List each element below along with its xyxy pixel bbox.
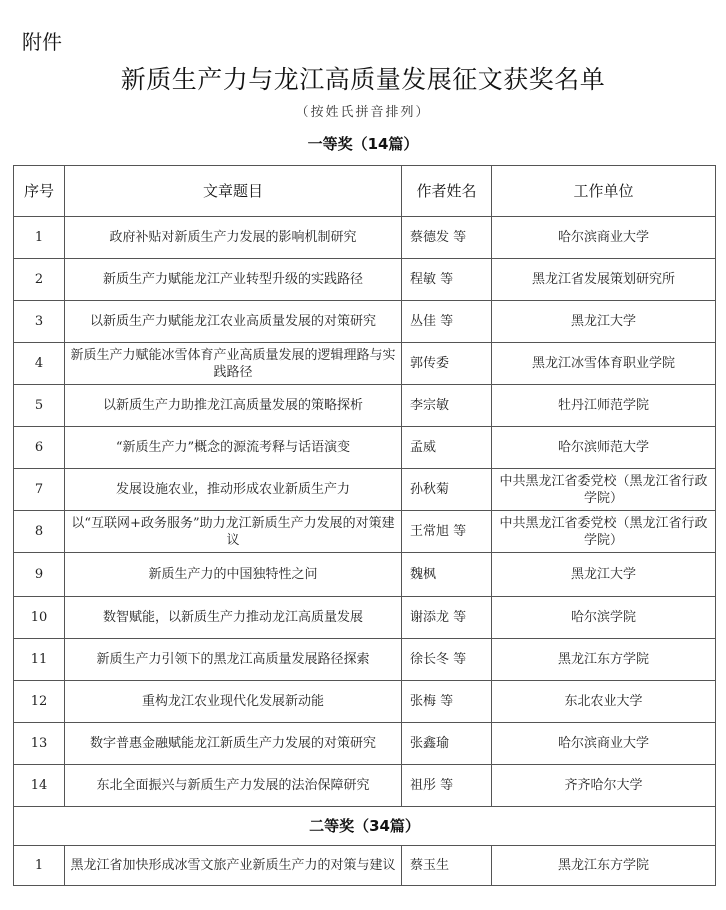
row-title: 黑龙江省加快形成冰雪文旅产业新质生产力的对策与建议 [65, 846, 402, 886]
table-row [14, 511, 716, 553]
row-author: 张梅 等 [402, 681, 492, 723]
row-unit: 黑龙江东方学院 [492, 846, 716, 886]
table-row [14, 639, 716, 681]
row-number: 2 [14, 259, 65, 301]
header-author: 作者姓名 [402, 166, 492, 217]
row-author: 徐长冬 等 [402, 639, 492, 681]
row-unit: 黑龙江大学 [492, 553, 716, 597]
row-unit: 齐齐哈尔大学 [492, 765, 716, 807]
header-title: 文章题目 [65, 166, 402, 217]
table-row [14, 846, 716, 886]
row-number: 1 [14, 217, 65, 259]
table-row [14, 681, 716, 723]
row-author: 李宗敏 [402, 385, 492, 427]
row-author: 祖彤 等 [402, 765, 492, 807]
row-title: 以新质生产力助推龙江高质量发展的策略探析 [65, 385, 402, 427]
row-author: 蔡德发 等 [402, 217, 492, 259]
table-row [14, 723, 716, 765]
row-unit: 哈尔滨师范大学 [492, 427, 716, 469]
row-unit: 黑龙江大学 [492, 301, 716, 343]
row-title: 重构龙江农业现代化发展新动能 [65, 681, 402, 723]
row-author: 孟威 [402, 427, 492, 469]
row-unit: 牡丹江师范学院 [492, 385, 716, 427]
table-row [14, 553, 716, 597]
row-author: 蔡玉生 [402, 846, 492, 886]
row-author: 丛佳 等 [402, 301, 492, 343]
table-header-row [14, 166, 716, 217]
row-author: 张鑫瑜 [402, 723, 492, 765]
row-unit: 中共黑龙江省委党校（黑龙江省行政学院） [492, 469, 716, 511]
row-author: 程敏 等 [402, 259, 492, 301]
row-unit: 黑龙江东方学院 [492, 639, 716, 681]
row-author: 谢添龙 等 [402, 597, 492, 639]
row-title: 数智赋能，以新质生产力推动龙江高质量发展 [65, 597, 402, 639]
row-author: 郭传委 [402, 343, 492, 385]
document-subtitle: （按姓氏拼音排列） [295, 105, 431, 120]
table-row [14, 427, 716, 469]
row-number: 4 [14, 343, 65, 385]
table-row [14, 469, 716, 511]
row-unit: 哈尔滨学院 [492, 597, 716, 639]
row-number: 7 [14, 469, 65, 511]
second-prize-rows [14, 846, 716, 886]
row-number: 6 [14, 427, 65, 469]
row-number: 10 [14, 597, 65, 639]
table-row [14, 343, 716, 385]
table-row [14, 217, 716, 259]
second-prize-heading-row [14, 807, 716, 846]
row-title: 发展设施农业，推动形成农业新质生产力 [65, 469, 402, 511]
awards-table [13, 165, 716, 886]
row-title: 以“互联网+政务服务”助力龙江新质生产力发展的对策建议 [65, 511, 402, 553]
first-prize-heading: 一等奖（14篇） [307, 135, 419, 153]
row-author: 孙秋菊 [402, 469, 492, 511]
row-author: 王常旭 等 [402, 511, 492, 553]
row-title: 东北全面振兴与新质生产力发展的法治保障研究 [65, 765, 402, 807]
second-prize-heading: 二等奖（34篇） [14, 807, 716, 846]
row-unit: 哈尔滨商业大学 [492, 723, 716, 765]
row-number: 9 [14, 553, 65, 597]
row-number: 3 [14, 301, 65, 343]
row-author: 魏枫 [402, 553, 492, 597]
table-row [14, 259, 716, 301]
row-unit: 黑龙江省发展策划研究所 [492, 259, 716, 301]
row-number: 12 [14, 681, 65, 723]
row-number: 5 [14, 385, 65, 427]
row-title: 政府补贴对新质生产力发展的影响机制研究 [65, 217, 402, 259]
header-number: 序号 [14, 166, 65, 217]
header-unit: 工作单位 [492, 166, 716, 217]
attachment-label: 附件 [22, 30, 62, 54]
row-unit: 东北农业大学 [492, 681, 716, 723]
table-row [14, 597, 716, 639]
row-title: 新质生产力的中国独特性之问 [65, 553, 402, 597]
document-title: 新质生产力与龙江高质量发展征文获奖名单 [120, 65, 606, 94]
row-unit: 黑龙江冰雪体育职业学院 [492, 343, 716, 385]
row-title: “新质生产力”概念的源流考释与话语演变 [65, 427, 402, 469]
row-unit: 哈尔滨商业大学 [492, 217, 716, 259]
row-number: 14 [14, 765, 65, 807]
row-number: 13 [14, 723, 65, 765]
row-title: 以新质生产力赋能龙江农业高质量发展的对策研究 [65, 301, 402, 343]
row-title: 新质生产力引领下的黑龙江高质量发展路径探索 [65, 639, 402, 681]
row-title: 新质生产力赋能冰雪体育产业高质量发展的逻辑理路与实践路径 [65, 343, 402, 385]
row-number: 8 [14, 511, 65, 553]
table-row [14, 385, 716, 427]
row-unit: 中共黑龙江省委党校（黑龙江省行政学院） [492, 511, 716, 553]
row-title: 数字普惠金融赋能龙江新质生产力发展的对策研究 [65, 723, 402, 765]
table-row [14, 301, 716, 343]
row-number: 1 [14, 846, 65, 886]
row-title: 新质生产力赋能龙江产业转型升级的实践路径 [65, 259, 402, 301]
row-number: 11 [14, 639, 65, 681]
first-prize-rows [14, 217, 716, 807]
table-row [14, 765, 716, 807]
